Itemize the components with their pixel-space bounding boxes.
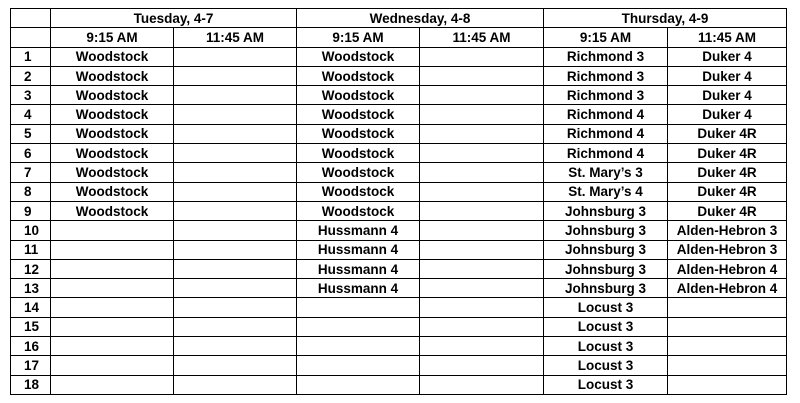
schedule-cell	[174, 317, 297, 336]
schedule-cell	[668, 337, 787, 356]
time-header: 11:45 AM	[174, 28, 297, 47]
schedule-cell: Locust 3	[544, 337, 668, 356]
day-header-row	[11, 9, 787, 28]
table-row	[11, 105, 787, 124]
schedule-cell	[297, 317, 420, 336]
schedule-cell: Duker 4	[668, 105, 787, 124]
schedule-cell: Alden-Hebron 3	[668, 240, 787, 259]
schedule-cell	[420, 298, 544, 317]
schedule-cell: Locust 3	[544, 356, 668, 375]
schedule-cell	[420, 221, 544, 240]
schedule-cell	[420, 259, 544, 278]
schedule-cell	[51, 375, 174, 394]
table-row	[11, 259, 787, 278]
time-header: 9:15 AM	[51, 28, 174, 47]
day-header-tuesday: Tuesday, 4-7	[51, 9, 297, 28]
schedule-cell	[174, 47, 297, 66]
schedule-cell: Duker 4	[668, 66, 787, 85]
schedule-cell: Hussmann 4	[297, 240, 420, 259]
schedule-cell	[51, 317, 174, 336]
schedule-cell: Richmond 3	[544, 86, 668, 105]
schedule-cell	[668, 375, 787, 394]
table-row	[11, 221, 787, 240]
schedule-cell	[174, 144, 297, 163]
table-row	[11, 182, 787, 201]
table-row	[11, 356, 787, 375]
schedule-cell: Woodstock	[297, 163, 420, 182]
schedule-cell	[420, 182, 544, 201]
schedule-cell	[174, 182, 297, 201]
schedule-cell	[51, 240, 174, 259]
table-row	[11, 375, 787, 394]
schedule-cell: Locust 3	[544, 317, 668, 336]
schedule-cell: Johnsburg 3	[544, 279, 668, 298]
schedule-cell	[420, 240, 544, 259]
schedule-cell	[420, 144, 544, 163]
schedule-cell: Woodstock	[297, 105, 420, 124]
schedule-cell: St. Mary’s 4	[544, 182, 668, 201]
row-number: 10	[11, 221, 51, 240]
schedule-cell: Woodstock	[297, 86, 420, 105]
schedule-cell: Woodstock	[51, 66, 174, 85]
schedule-cell: Locust 3	[544, 298, 668, 317]
schedule-cell: Woodstock	[51, 105, 174, 124]
schedule-cell: Duker 4R	[668, 163, 787, 182]
schedule-cell	[297, 375, 420, 394]
row-number: 14	[11, 298, 51, 317]
schedule-cell: Duker 4R	[668, 144, 787, 163]
schedule-cell: Hussmann 4	[297, 279, 420, 298]
schedule-cell	[420, 86, 544, 105]
row-number: 15	[11, 317, 51, 336]
schedule-cell: Alden-Hebron 4	[668, 279, 787, 298]
schedule-cell	[420, 201, 544, 220]
row-number: 3	[11, 86, 51, 105]
schedule-cell: Woodstock	[297, 144, 420, 163]
row-number: 1	[11, 47, 51, 66]
schedule-cell: Woodstock	[297, 66, 420, 85]
schedule-cell: Hussmann 4	[297, 259, 420, 278]
schedule-table	[10, 8, 787, 395]
schedule-cell: Richmond 3	[544, 66, 668, 85]
table-row	[11, 124, 787, 143]
row-number: 8	[11, 182, 51, 201]
schedule-cell: Woodstock	[51, 201, 174, 220]
schedule-cell: Woodstock	[51, 124, 174, 143]
schedule-cell	[420, 163, 544, 182]
table-row	[11, 298, 787, 317]
schedule-cell: Alden-Hebron 4	[668, 259, 787, 278]
schedule-cell: Woodstock	[51, 86, 174, 105]
row-number: 18	[11, 375, 51, 394]
schedule-cell	[174, 221, 297, 240]
schedule-cell	[174, 356, 297, 375]
row-number: 6	[11, 144, 51, 163]
schedule-cell	[51, 356, 174, 375]
schedule-cell	[174, 105, 297, 124]
schedule-cell: Woodstock	[51, 47, 174, 66]
schedule-cell	[174, 124, 297, 143]
time-header-row	[11, 28, 787, 47]
schedule-cell	[297, 356, 420, 375]
schedule-cell	[174, 240, 297, 259]
row-number: 11	[11, 240, 51, 259]
schedule-cell: Woodstock	[297, 124, 420, 143]
time-header: 11:45 AM	[420, 28, 544, 47]
row-number: 17	[11, 356, 51, 375]
schedule-cell	[297, 298, 420, 317]
corner-cell	[11, 28, 51, 47]
schedule-cell	[174, 86, 297, 105]
table-row	[11, 201, 787, 220]
schedule-cell	[51, 259, 174, 278]
table-row	[11, 240, 787, 259]
table-row	[11, 317, 787, 336]
row-number: 4	[11, 105, 51, 124]
schedule-cell	[668, 356, 787, 375]
schedule-cell	[174, 337, 297, 356]
schedule-cell: Locust 3	[544, 375, 668, 394]
row-number: 9	[11, 201, 51, 220]
table-row	[11, 47, 787, 66]
schedule-cell	[420, 124, 544, 143]
schedule-cell	[420, 356, 544, 375]
schedule-cell	[420, 105, 544, 124]
schedule-cell	[174, 279, 297, 298]
schedule-cell: Richmond 3	[544, 47, 668, 66]
schedule-cell	[420, 279, 544, 298]
schedule-cell: Richmond 4	[544, 105, 668, 124]
schedule-cell	[174, 298, 297, 317]
day-header-thursday: Thursday, 4-9	[544, 9, 787, 28]
row-number: 13	[11, 279, 51, 298]
schedule-cell: Alden-Hebron 3	[668, 221, 787, 240]
table-row	[11, 66, 787, 85]
schedule-cell: Richmond 4	[544, 124, 668, 143]
schedule-cell	[297, 337, 420, 356]
schedule-cell: Duker 4	[668, 47, 787, 66]
schedule-cell: Johnsburg 3	[544, 259, 668, 278]
row-number: 12	[11, 259, 51, 278]
schedule-cell: Woodstock	[51, 163, 174, 182]
table-row	[11, 144, 787, 163]
schedule-cell: Johnsburg 3	[544, 240, 668, 259]
schedule-cell: Woodstock	[297, 47, 420, 66]
table-row	[11, 337, 787, 356]
schedule-cell: Duker 4R	[668, 201, 787, 220]
schedule-cell	[420, 47, 544, 66]
schedule-cell: Woodstock	[51, 182, 174, 201]
schedule-cell: Richmond 4	[544, 144, 668, 163]
table-row	[11, 279, 787, 298]
schedule-body	[11, 9, 787, 395]
schedule-cell: Johnsburg 3	[544, 221, 668, 240]
schedule-cell	[51, 298, 174, 317]
row-number: 7	[11, 163, 51, 182]
schedule-cell: Woodstock	[51, 144, 174, 163]
schedule-cell	[51, 337, 174, 356]
schedule-cell: Woodstock	[297, 201, 420, 220]
row-number: 2	[11, 66, 51, 85]
schedule-cell	[51, 221, 174, 240]
schedule-cell	[420, 375, 544, 394]
schedule-cell	[174, 66, 297, 85]
day-header-wednesday: Wednesday, 4-8	[297, 9, 544, 28]
time-header: 9:15 AM	[544, 28, 668, 47]
schedule-cell	[174, 259, 297, 278]
schedule-cell	[420, 317, 544, 336]
table-row	[11, 86, 787, 105]
schedule-cell	[420, 66, 544, 85]
schedule-cell: St. Mary’s 3	[544, 163, 668, 182]
row-number: 5	[11, 124, 51, 143]
schedule-cell	[174, 163, 297, 182]
schedule-cell	[668, 317, 787, 336]
schedule-cell	[420, 337, 544, 356]
row-number: 16	[11, 337, 51, 356]
schedule-cell: Duker 4R	[668, 124, 787, 143]
schedule-cell: Woodstock	[297, 182, 420, 201]
schedule-cell	[174, 201, 297, 220]
schedule-cell: Johnsburg 3	[544, 201, 668, 220]
time-header: 11:45 AM	[668, 28, 787, 47]
schedule-cell: Duker 4	[668, 86, 787, 105]
time-header: 9:15 AM	[297, 28, 420, 47]
schedule-cell	[51, 279, 174, 298]
schedule-cell	[668, 298, 787, 317]
schedule-cell: Hussmann 4	[297, 221, 420, 240]
table-row	[11, 163, 787, 182]
corner-cell	[11, 9, 51, 28]
schedule-cell: Duker 4R	[668, 182, 787, 201]
schedule-cell	[174, 375, 297, 394]
